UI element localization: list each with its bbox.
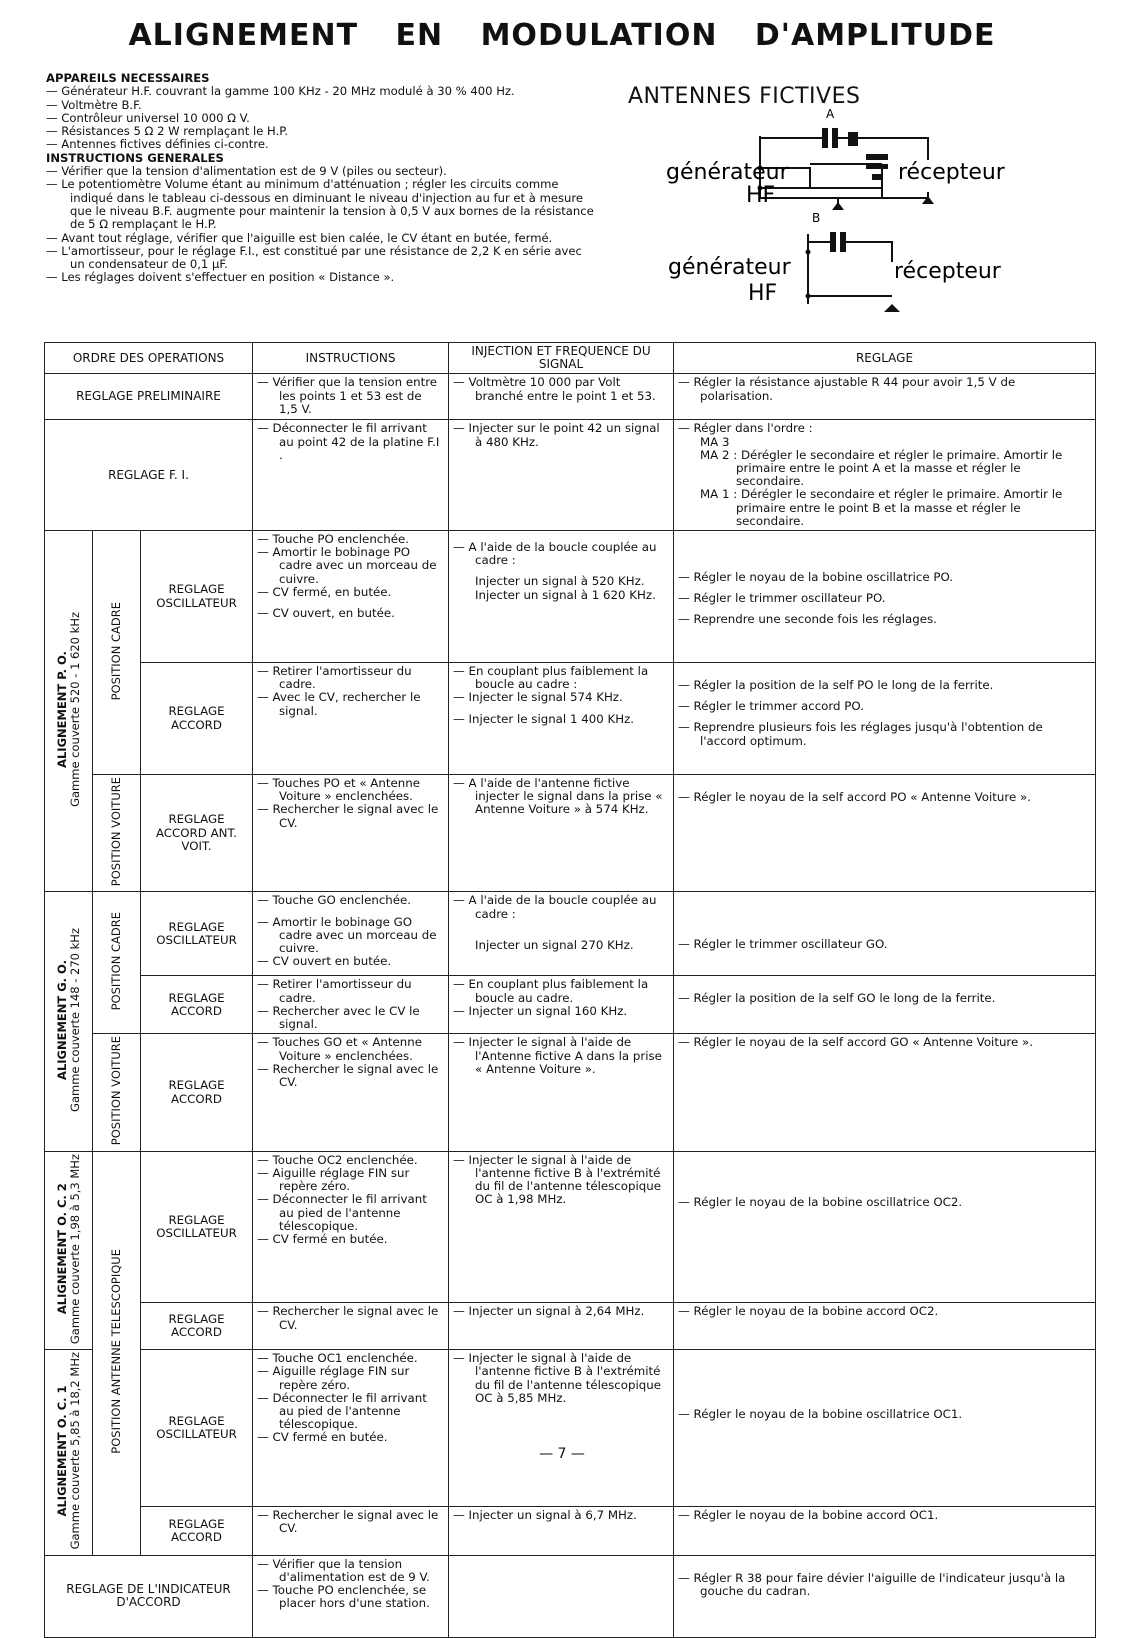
group-oc1: ALIGNEMENT O. C. 1 Gamme couverte 5,85 à 18,2 MHz <box>45 1350 93 1556</box>
table-cell: — Régler le noyau de la bobine accord OC2. <box>674 1303 1096 1350</box>
table-cell: — Injecter un signal à 2,64 MHz. <box>449 1303 674 1350</box>
table-cell: — Régler le noyau de la bobine accord OC1. <box>674 1507 1096 1556</box>
table-cell: — Retirer l'amortisseur du cadre. — Avec le CV, rechercher le signal. <box>253 663 449 775</box>
table-cell: — Régler le noyau de la bobine oscillatrice PO. — Régler le trimmer oscillateur PO. — Reprendre une seconde fois les réglages. <box>674 531 1096 663</box>
op-go-osc: REGLAGE OSCILLATEUR <box>141 892 253 976</box>
table-cell: — Touche GO enclenchée. — Amortir le bobinage GO cadre avec un morceau de cuivre. — CV ouvert en butée. <box>253 892 449 976</box>
pos-voiture-go: POSITION VOITURE <box>93 1034 141 1151</box>
table-cell: — Déconnecter le fil arrivant au point 42 de la platine F.I . <box>253 420 449 531</box>
header-reglage: REGLAGE <box>674 343 1096 374</box>
table-cell: — Régler la résistance ajustable R 44 pour avoir 1,5 V de polarisation. <box>674 374 1096 420</box>
table-cell: — Injecter le signal à l'aide de l'antenne fictive B à l'extrémité du fil de l'antenne télescopique OC à 1,98 MHz. <box>449 1151 674 1302</box>
instruction-item: — L'amortisseur, pour le réglage F.I., est constitué par une résistance de 2,2 K en série avec un condensateur de 0,1 µF. <box>46 245 594 272</box>
appareil-item: — Contrôleur universel 10 000 Ω V. <box>46 112 594 125</box>
op-po-osc: REGLAGE OSCILLATEUR <box>141 531 253 663</box>
appareil-item: — Antennes fictives définies ci-contre. <box>46 138 594 151</box>
instructions-heading: INSTRUCTIONS GENERALES <box>46 150 224 165</box>
table-cell: — Rechercher le signal avec le CV. <box>253 1303 449 1350</box>
table-cell <box>449 1555 674 1637</box>
table-cell: — Vérifier que la tension entre les points 1 et 53 est de 1,5 V. <box>253 374 449 420</box>
antenna-b-label: B <box>812 211 821 225</box>
table-cell: — A l'aide de l'antenne fictive injecter le signal dans la prise « Antenne Voiture » à 574 KHz. <box>449 775 674 892</box>
appareils-heading: APPAREILS NECESSAIRES <box>46 71 210 85</box>
table-cell: — Voltmètre 10 000 par Volt branché entre le point 1 et 53. <box>449 374 674 420</box>
table-cell: — Touches PO et « Antenne Voiture » enclenchées. — Rechercher le signal avec le CV. <box>253 775 449 892</box>
table-cell: — A l'aide de la boucle couplée au cadre : Injecter un signal 270 KHz. <box>449 892 674 976</box>
table-cell: — Régler le noyau de la bobine oscillatrice OC2. <box>674 1151 1096 1302</box>
op-indicateur: REGLAGE DE L'INDICATEUR D'ACCORD <box>45 1555 253 1637</box>
op-po-acc: REGLAGE ACCORD <box>141 663 253 775</box>
table-cell: — En couplant plus faiblement la boucle au cadre. — Injecter un signal 160 KHz. <box>449 976 674 1034</box>
group-go: ALIGNEMENT G. O. Gamme couverte 148 - 270 kHz <box>45 892 93 1151</box>
table-cell: — Régler dans l'ordre : MA 3 MA 2 : Dérégler le secondaire et régler le primaire. Amortir le primaire entre le point A et la masse et régler le secondaire. MA 1 : Dérégler le secondaire et régler le primaire. Amortir le primaire entre le point B et la masse et régler le secondaire. <box>674 420 1096 531</box>
table-cell: — Régler le noyau de la self accord PO « Antenne Voiture ». <box>674 775 1096 892</box>
op-prelim: REGLAGE PRELIMINAIRE <box>45 374 253 420</box>
table-cell: — Touches GO et « Antenne Voiture » enclenchées. — Rechercher le signal avec le CV. <box>253 1034 449 1151</box>
table-cell: — Régler la position de la self PO le long de la ferrite. — Régler le trimmer accord PO. — Reprendre plusieurs fois les réglages jusqu'à l'obtention de l'accord optimum. <box>674 663 1096 775</box>
group-oc2: ALIGNEMENT O. C. 2 Gamme couverte 1,98 à 5,3 MHz <box>45 1151 93 1349</box>
pos-cadre-go: POSITION CADRE <box>93 892 141 1034</box>
recepteur-label-a: récepteur <box>898 160 1005 185</box>
table-cell: — Touche OC1 enclenchée. — Aiguille réglage FIN sur repère zéro. — Déconnecter le fil arrivant au pied de l'antenne télescopique. — CV fermé en butée. <box>253 1350 449 1507</box>
table-cell: — Injecter un signal à 6,7 MHz. <box>449 1507 674 1556</box>
header-instructions: INSTRUCTIONS <box>253 343 449 374</box>
antennes-title: ANTENNES FICTIVES <box>628 84 861 109</box>
op-po-ant: REGLAGE ACCORD ANT. VOIT. <box>141 775 253 892</box>
table-cell: — Régler R 38 pour faire dévier l'aiguille de l'indicateur jusqu'à la gouche du cadran. <box>674 1555 1096 1637</box>
instruction-item: — Les réglages doivent s'effectuer en position « Distance ». <box>46 271 594 284</box>
table-cell: — Régler le noyau de la self accord GO « Antenne Voiture ». <box>674 1034 1096 1151</box>
page-title: ALIGNEMENT EN MODULATION D'AMPLITUDE <box>128 18 996 53</box>
table-cell: — Touche PO enclenchée. — Amortir le bobinage PO cadre avec un morceau de cuivre. — CV fermé, en butée. — CV ouvert, en butée. <box>253 531 449 663</box>
antenna-diagram <box>660 108 1030 320</box>
instruction-item: — Le potentiomètre Volume étant au minimum d'atténuation ; régler les circuits comme indiqué dans le tableau ci-dessous en diminuant le niveau d'injection au fur et à mesure que le niveau B.F. augmente pour maintenir la tension à 0,5 V aux bornes de la résistance de 5 Ω remplaçant le H.P. <box>46 178 594 231</box>
op-oc2-acc: REGLAGE ACCORD <box>141 1303 253 1350</box>
table-cell: — Injecter sur le point 42 un signal à 480 KHz. <box>449 420 674 531</box>
antenna-a-label: A <box>826 108 835 121</box>
table-cell: — A l'aide de la boucle couplée au cadre : Injecter un signal à 520 KHz. Injecter un signal à 1 620 KHz. <box>449 531 674 663</box>
pos-cadre-po: POSITION CADRE <box>93 531 141 775</box>
instruction-item: — Vérifier que la tension d'alimentation est de 9 V (piles ou secteur). <box>46 165 594 178</box>
table-cell: — Régler le trimmer oscillateur GO. <box>674 892 1096 976</box>
op-oc1-acc: REGLAGE ACCORD <box>141 1507 253 1556</box>
header-injection: INJECTION ET FREQUENCE DU SIGNAL <box>449 343 674 374</box>
op-oc1-osc: REGLAGE OSCILLATEUR <box>141 1350 253 1507</box>
op-oc2-osc: REGLAGE OSCILLATEUR <box>141 1151 253 1302</box>
table-cell: — Touche OC2 enclenchée. — Aiguille réglage FIN sur repère zéro. — Déconnecter le fil arrivant au pied de l'antenne télescopique. — CV fermé en butée. <box>253 1151 449 1302</box>
page-number: — 7 — <box>539 1446 585 1462</box>
alignment-table <box>44 342 1096 1638</box>
hf-label-a: HF <box>746 183 776 208</box>
table-cell: — Injecter le signal à l'aide de l'antenne fictive B à l'extrémité du fil de l'antenne télescopique OC à 5,85 MHz. <box>449 1350 674 1507</box>
table-cell: — Régler la position de la self GO le long de la ferrite. <box>674 976 1096 1034</box>
appareil-item: — Voltmètre B.F. <box>46 99 594 112</box>
op-go-acc: REGLAGE ACCORD <box>141 976 253 1034</box>
pos-antenne-telescopique: POSITION ANTENNE TELESCOPIQUE <box>93 1151 141 1555</box>
group-po: ALIGNEMENT P. O. Gamme couverte 520 - 1 620 kHz <box>45 531 93 892</box>
appareil-item: — Générateur H.F. couvrant la gamme 100 KHz - 20 MHz modulé à 30 % 400 Hz. <box>46 85 594 98</box>
instruction-item: — Avant tout réglage, vérifier que l'aiguille est bien calée, le CV étant en butée, fermé. <box>46 232 594 245</box>
table-cell: — En couplant plus faiblement la boucle au cadre : — Injecter le signal 574 KHz. — Injecter le signal 1 400 KHz. <box>449 663 674 775</box>
op-fi: REGLAGE F. I. <box>45 420 253 531</box>
header-ordre: ORDRE DES OPERATIONS <box>45 343 253 374</box>
table-cell: — Vérifier que la tension d'alimentation est de 9 V. — Touche PO enclenchée, se placer hors d'une station. <box>253 1555 449 1637</box>
table-cell: — Régler le noyau de la bobine oscillatrice OC1. <box>674 1350 1096 1507</box>
table-cell: — Rechercher le signal avec le CV. <box>253 1507 449 1556</box>
intro-section <box>46 72 594 285</box>
table-cell: — Injecter le signal à l'aide de l'Antenne fictive A dans la prise « Antenne Voiture ». <box>449 1034 674 1151</box>
table-cell: — Retirer l'amortisseur du cadre. — Rechercher avec le CV le signal. <box>253 976 449 1034</box>
recepteur-label-b: récepteur <box>894 259 1001 284</box>
appareil-item: — Résistances 5 Ω 2 W remplaçant le H.P. <box>46 125 594 138</box>
generateur-label-b: générateur <box>668 255 791 280</box>
pos-voiture-po: POSITION VOITURE <box>93 775 141 892</box>
hf-label-b: HF <box>748 281 778 306</box>
generateur-label-a: générateur <box>666 160 789 185</box>
op-go-ant: REGLAGE ACCORD <box>141 1034 253 1151</box>
